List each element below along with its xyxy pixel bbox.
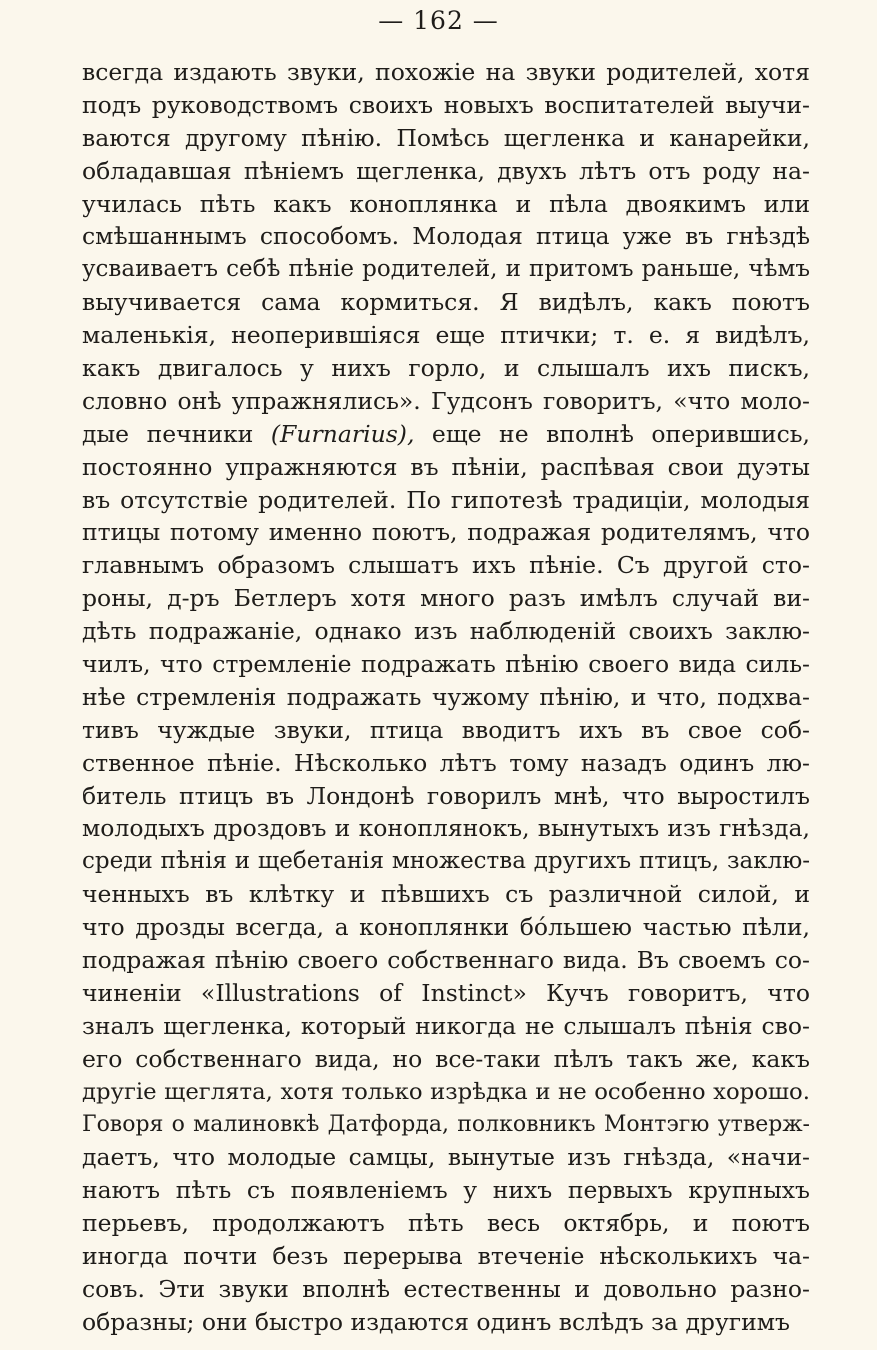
text-line: его собственнаго вида, но все-таки пѣлъ такъ же, какъ: [82, 1044, 810, 1073]
text-line: всегда издають звуки, похожіе на звуки родителей, хотя: [82, 58, 810, 86]
body-text: [82, 56, 810, 1339]
text-line: смѣшаннымъ способомъ. Молодая птица уже въ гнѣздѣ: [82, 222, 810, 251]
text-line: главнымъ образомъ слышатъ ихъ пѣніе. Съ другой сто-: [82, 551, 810, 580]
text-line: чилъ, что стремленіе подражать пѣнію своего вида силь-: [82, 650, 810, 679]
text-line: тивъ чуждые звуки, птица вводитъ ихъ въ свое соб-: [82, 715, 810, 744]
text-line: обладавшая пѣніемъ щегленка, двухъ лѣтъ отъ роду на-: [82, 156, 810, 185]
text-line: что дрозды всегда, а коноплянки бо́льшею частью пѣли,: [82, 913, 810, 942]
text-line: дѣть подражаніе, однако изъ наблюденій своихъ заклю-: [82, 617, 810, 646]
text-line: выучивается сама кормиться. Я видѣлъ, какъ поютъ: [82, 288, 810, 317]
text-line: чиненіи «Illustrations of Instinct» Кучъ говоритъ, что: [82, 978, 810, 1007]
text-line: битель птицъ въ Лондонѣ говорилъ мнѣ, что выростилъ: [82, 781, 810, 810]
text-line: совъ. Эти звуки вполнѣ естественны и довольно разно-: [82, 1274, 810, 1303]
text-segment: дые печники: [82, 419, 271, 448]
text-line: роны, д-ръ Бетлеръ хотя много разъ имѣлъ случай ви-: [82, 584, 810, 613]
text-line: другіе щеглята, хотя только изрѣдка и не особенно хорошо.: [82, 1078, 810, 1105]
latin-genus-name: (Furnarius),: [270, 419, 415, 448]
text-line: въ отсутствіе родителей. По гипотезѣ традиціи, молодыя: [82, 485, 810, 514]
text-line: ваются другому пѣнію. Помѣсь щегленка и канарейки,: [82, 123, 810, 152]
text-line: постоянно упражняются въ пѣніи, распѣвая свои дуэты: [82, 452, 810, 481]
text-line: образны; они быстро издаются одинъ вслѣдъ за другимъ: [82, 1307, 791, 1336]
text-line: иногда почти безъ перерыва втеченіе нѣсколькихъ ча-: [82, 1242, 810, 1271]
text-line: усваиваетъ себѣ пѣніе родителей, и притомъ раньше, чѣмъ: [82, 256, 810, 283]
text-line: зналъ щегленка, который никогда не слышалъ пѣнія сво-: [82, 1011, 810, 1040]
text-line: ственное пѣніе. Нѣсколько лѣтъ тому назадъ одинъ лю-: [82, 748, 810, 777]
text-line: перьевъ, продолжаютъ пѣть весь октябрь, и поютъ: [82, 1209, 810, 1238]
text-line: маленькія, неоперившіяся еще птички; т. е. я видѣлъ,: [82, 321, 810, 350]
text-line: подражая пѣнію своего собственнаго вида. Въ своемъ со-: [82, 946, 810, 975]
text-line: даетъ, что молодые самцы, вынутые изъ гнѣзда, «начи-: [82, 1143, 810, 1172]
text-line: птицы потому именно поютъ, подражая родителямъ, что: [82, 518, 810, 547]
text-line: Говоря о малиновкѣ Датфорда, полковникъ Монтэгю утверж-: [82, 1111, 810, 1137]
text-line: училась пѣть какъ коноплянка и пѣла двоякимъ или: [82, 189, 810, 218]
text-line: ченныхъ въ клѣтку и пѣвшихъ съ различной силой, и: [82, 880, 810, 909]
text-line: словно онѣ упражнялись». Гудсонъ говоритъ, «что моло-: [82, 386, 810, 415]
text-line: подъ руководствомъ своихъ новыхъ воспитателей выучи-: [82, 90, 810, 119]
text-line: наютъ пѣть съ появленіемъ у нихъ первыхъ крупныхъ: [82, 1176, 810, 1205]
text-line: среди пѣнія и щебетанія множества другихъ птицъ, заклю-: [82, 848, 810, 875]
text-line-with-italic: [82, 418, 810, 451]
text-line: молодыхъ дроздовъ и коноплянокъ, вынутыхъ изъ гнѣзда,: [82, 814, 810, 843]
text-segment: еще не вполнѣ оперившись,: [414, 419, 810, 448]
text-line: нѣе стремленія подражать чужому пѣнію, и что, подхва-: [82, 682, 810, 711]
text-line: какъ двигалось у нихъ горло, и слышалъ ихъ пискъ,: [82, 354, 810, 383]
page-number: — 162 —: [378, 6, 499, 35]
